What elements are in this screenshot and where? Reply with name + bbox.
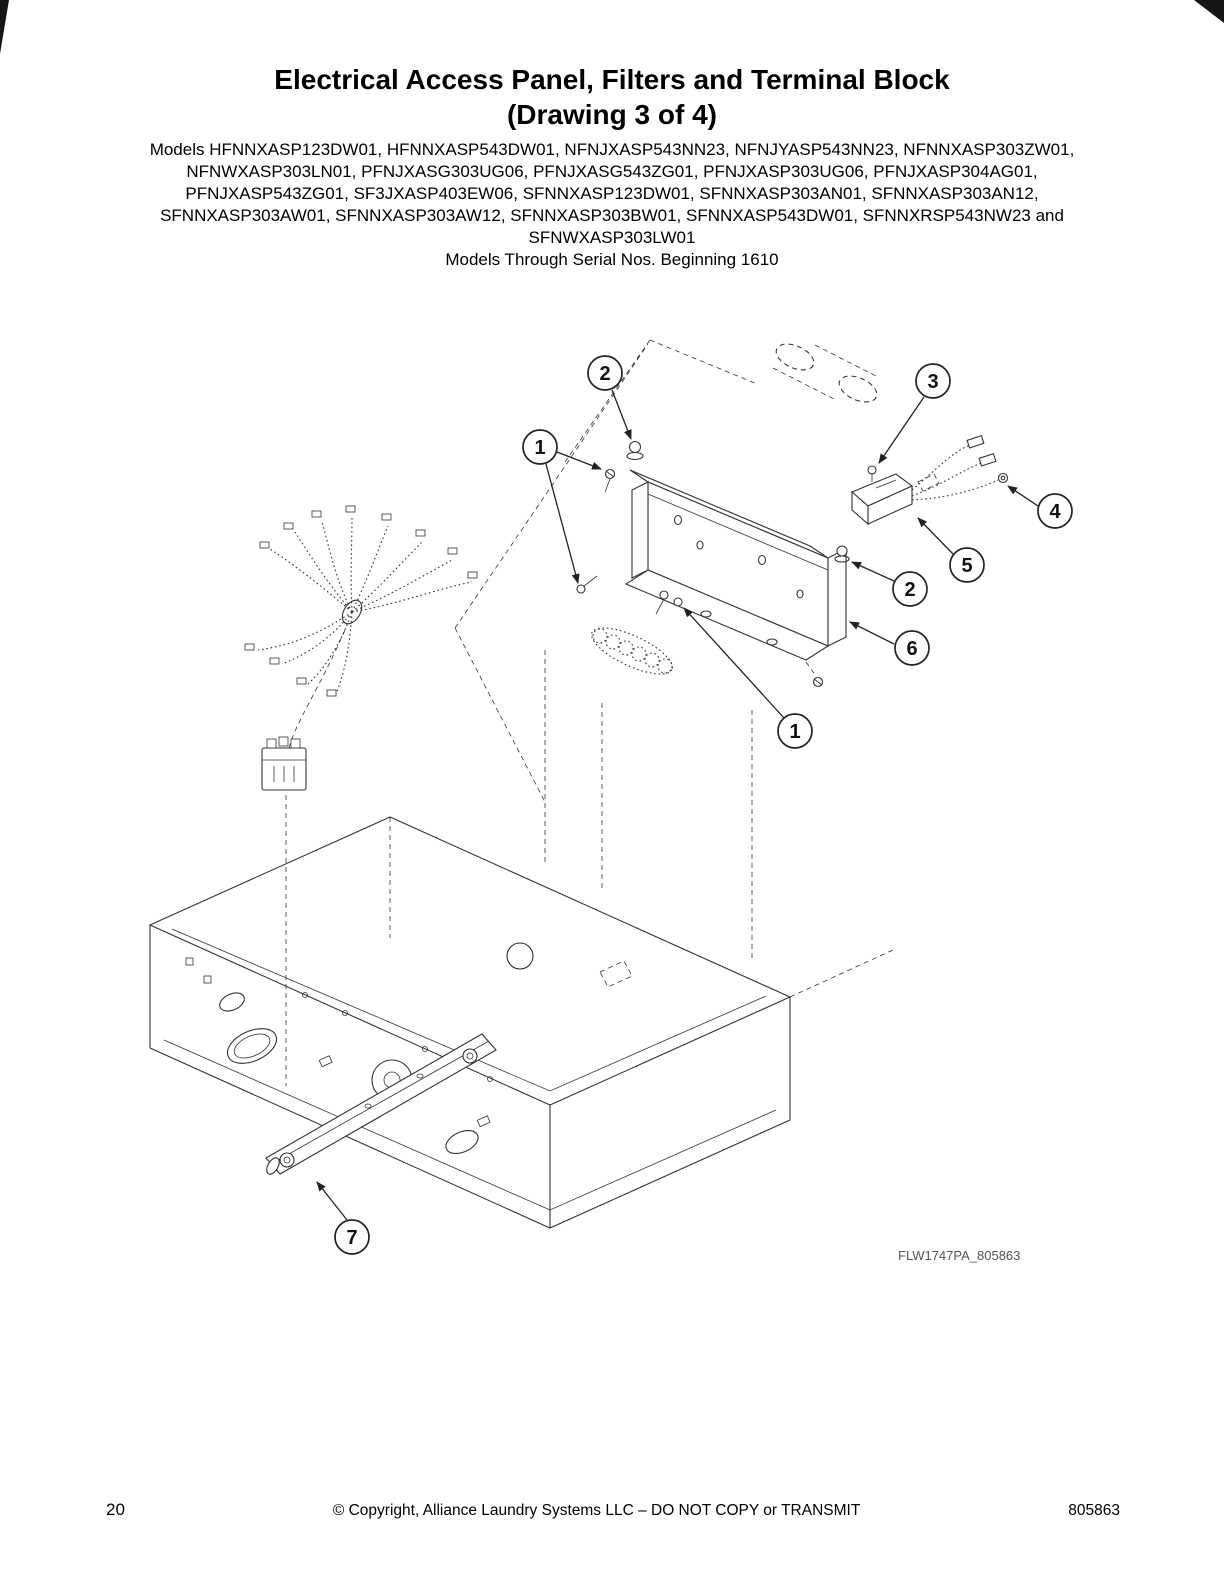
callout-label: 2 [599,363,611,385]
cabinet-base [150,817,790,1228]
callout-label: 1 [789,721,801,743]
filter-wires [912,436,1008,500]
page-title [0,62,1224,132]
callout-label: 3 [927,371,939,393]
scan-artifact-top-right [1194,0,1224,23]
callout-label: 7 [346,1227,358,1249]
title-line-2: (Drawing 3 of 4) [506,99,717,130]
callout-label: 1 [534,437,546,459]
model-line: PFNJXASP543ZG01, SF3JXASP403EW06, SFNNXASP123DW01, SFNNXASP303AN01, SFNNXASP303AN12, [185,184,1039,203]
plug-buttons [772,339,880,407]
title-line-1: Electrical Access Panel, Filters and Terminal Block [274,64,950,95]
serial-note: Models Through Serial Nos. Beginning 1610 [445,250,779,269]
page-number: 20 [106,1500,125,1519]
figure-caption: FLW1747PA_805863 [898,1248,1021,1263]
wire-harness [245,506,477,752]
model-line: NFNWXASP303LN01, PFNJXASG303UG06, PFNJXASG543ZG01, PFNJXASP303UG06, PFNJXASP304AG01, [186,162,1038,181]
callout-label: 6 [906,638,918,660]
callout-label: 5 [961,555,973,577]
copyright-notice: © Copyright, Alliance Laundry Systems LLC – DO NOT COPY or TRANSMIT [332,1502,861,1519]
callout-label: 4 [1049,501,1061,523]
model-line: Models HFNNXASP123DW01, HFNNXASP543DW01, NFNJXASP543NN23, NFNJYASP543NN23, NFNNXASP303ZW01, [149,140,1075,159]
cross-brace [264,1034,496,1176]
callout-label: 2 [904,579,916,601]
document-number: 805863 [1068,1502,1120,1519]
scan-artifact-top-left [0,0,9,54]
electrical-access-panel [626,470,846,660]
model-list [0,139,1224,271]
exploded-parts-diagram [0,300,1224,1300]
model-line: SFNWXASP303LW01 [528,228,696,247]
callouts [317,356,1072,1254]
page-footer [0,1500,1224,1520]
model-line: SFNNXASP303AW01, SFNNXASP303AW12, SFNNXASP303BW01, SFNNXASP543DW01, SFNNXRSP543NW23 and [160,206,1064,225]
contactor [262,737,306,790]
line-filter [852,466,912,524]
terminal-block [586,619,678,683]
